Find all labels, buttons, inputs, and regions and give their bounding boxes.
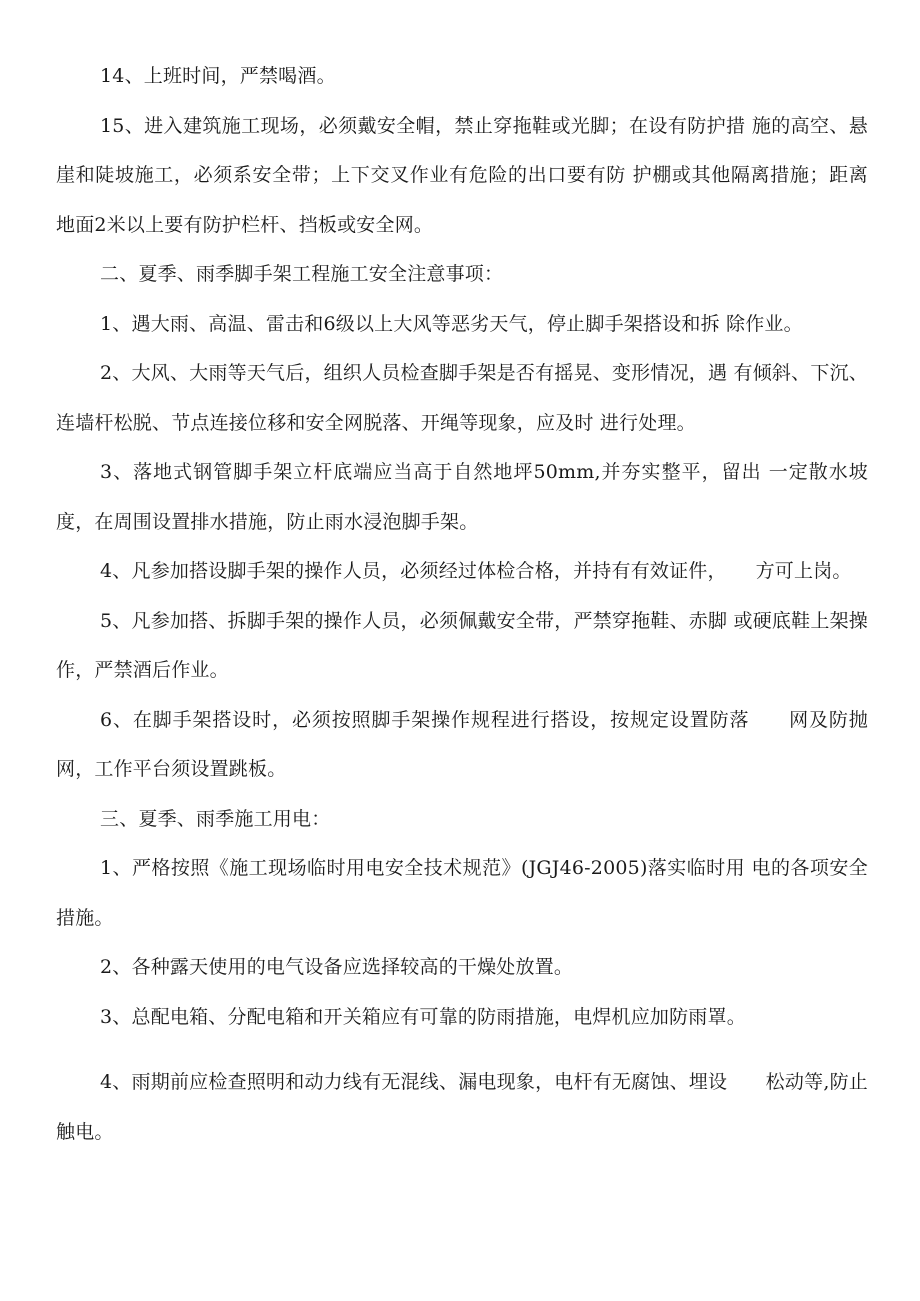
electricity-item-4: 4、雨期前应检查照明和动力线有无混线、漏电现象，电杆有无腐蚀、埋设 松动等,防止触电。 [56, 1071, 868, 1143]
document-body [56, 52, 868, 1157]
scaffolding-item-4: 4、凡参加搭设脚手架的操作人员，必须经过体检合格，并持有有效证件， 方可上岗。 [100, 560, 852, 582]
electricity-item-1: 1、严格按照《施工现场临时用电安全技术规范》(JGJ46-2005)落实临时用 电的各项安全措施。 [56, 857, 868, 929]
electricity-item-2: 2、各种露天使用的电气设备应选择较高的干燥处放置。 [100, 956, 574, 978]
scaffolding-item-2: 2、大风、大雨等天气后，组织人员检查脚手架是否有摇晃、变形情况，遇 有倾斜、下沉、连墙杆松脱、节点连接位移和安全网脱落、开绳等现象，应及时 进行处理。 [56, 362, 868, 434]
electricity-item-3: 3、总配电箱、分配电箱和开关箱应有可靠的防雨措施，电焊机应加防雨罩。 [100, 1005, 746, 1028]
scaffolding-item-6: 6、在脚手架搭设时，必须按照脚手架操作规程进行搭设，按规定设置防落 网及防抛网，工作平台须设置跳板。 [56, 708, 868, 780]
paragraph-item-14: 14、上班时间，严禁喝酒。 [100, 65, 336, 87]
scaffolding-item-5: 5、凡参加搭、拆脚手架的操作人员，必须佩戴安全带，严禁穿拖鞋、赤脚 或硬底鞋上架操作，严禁酒后作业。 [56, 609, 868, 681]
section-heading-electricity: 三、夏季、雨季施工用电： [100, 807, 331, 830]
paragraph-item-15: 15、进入建筑施工现场，必须戴安全帽，禁止穿拖鞋或光脚；在设有防护措 施的高空、悬崖和陡坡施工，必须系安全带；上下交叉作业有危险的出口要有防 护棚或其他隔离措施；距离地面2米以上要有防护栏杆、挡板或安全网。 [56, 114, 868, 236]
section-heading-scaffolding: 二、夏季、雨季脚手架工程施工安全注意事项： [100, 263, 504, 285]
scaffolding-item-3: 3、落地式钢管脚手架立杆底端应当高于自然地坪50mm,并夯实整平，留出 一定散水坡度，在周围设置排水措施，防止雨水浸泡脚手架。 [56, 461, 868, 533]
scaffolding-item-1: 1、遇大雨、高温、雷击和6级以上大风等恶劣天气，停止脚手架搭设和拆 除作业。 [100, 312, 803, 335]
